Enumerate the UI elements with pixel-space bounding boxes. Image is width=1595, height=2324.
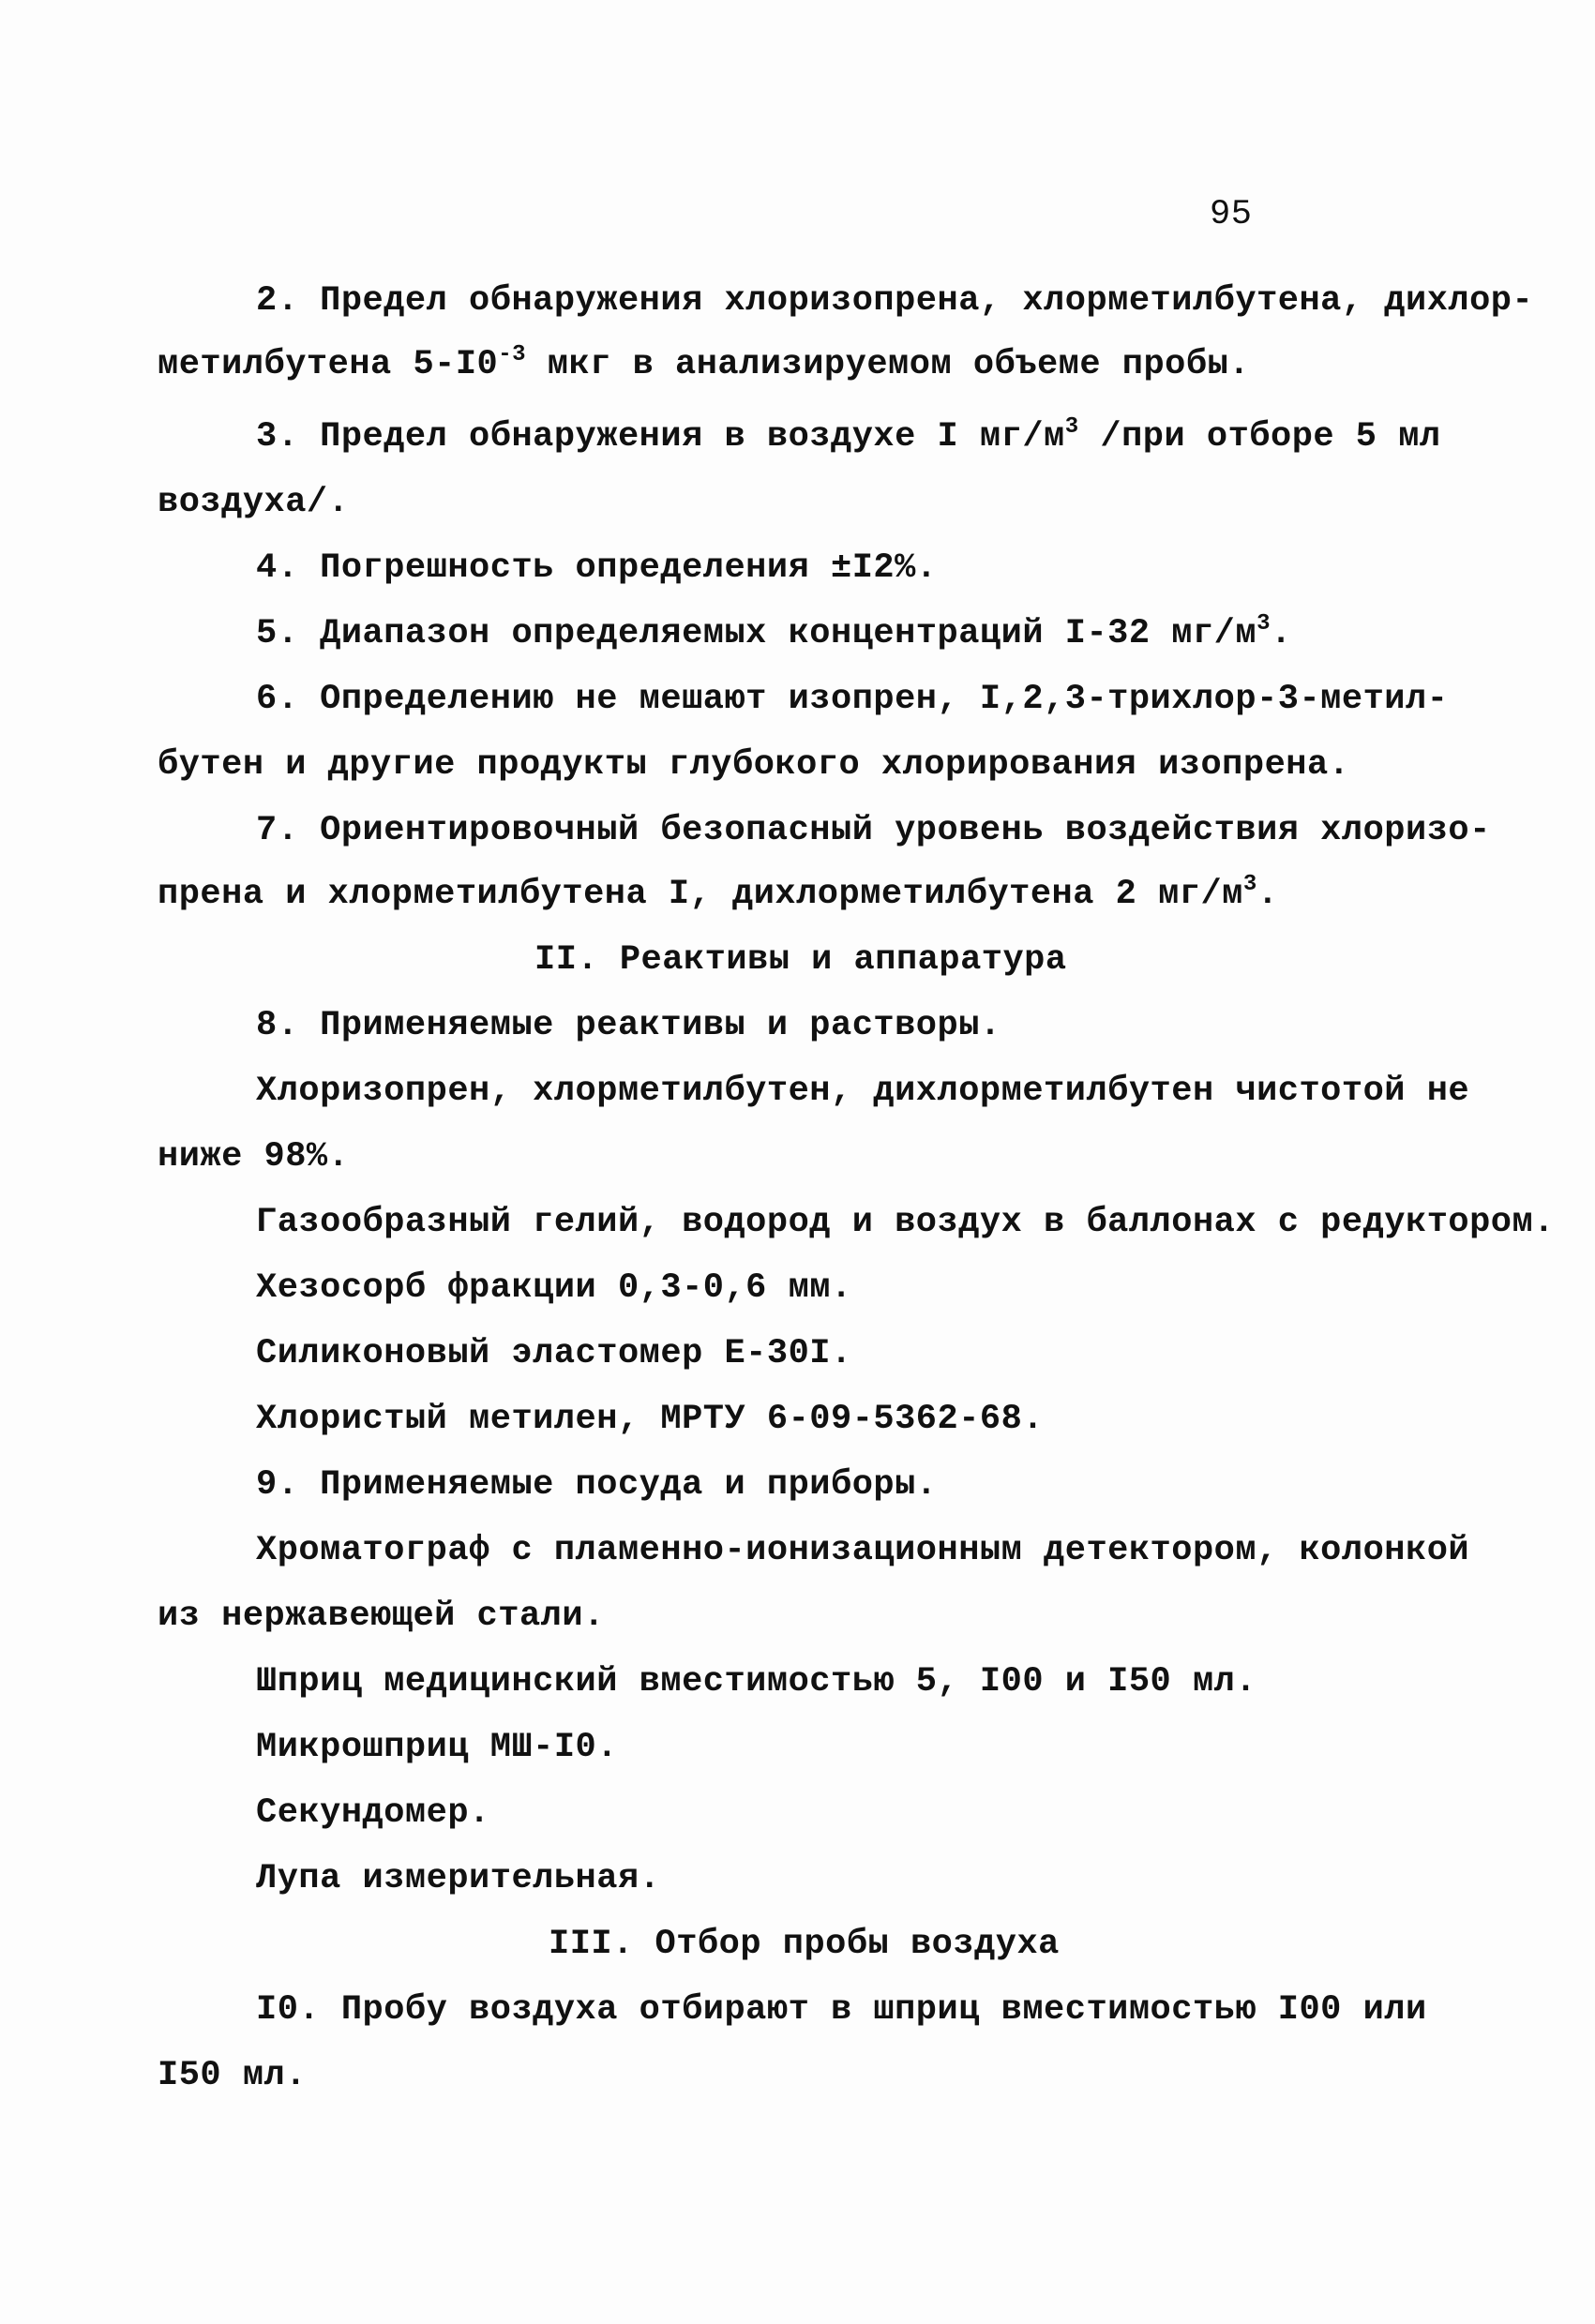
- text-line: Газообразный гелий, водород и воздух в баллонах с редуктором.: [256, 1203, 1555, 1242]
- text-line: Секундомер.: [256, 1793, 490, 1833]
- text-line: из нержавеющей стали.: [158, 1597, 605, 1636]
- section-heading: II. Реактивы и аппаратура: [534, 940, 1067, 980]
- text-line: Хезосорб фракции 0,3-0,6 мм.: [256, 1268, 852, 1308]
- page-number: 95: [1210, 195, 1253, 234]
- text-line: 9. Применяемые посуда и приборы.: [256, 1465, 938, 1505]
- text-line: 8. Применяемые реактивы и растворы.: [256, 1006, 1001, 1045]
- text-line: 3. Предел обнаружения в воздухе I $мг/м^3$ /при отборе 5 мл: [256, 414, 1441, 457]
- text-line: 2. Предел обнаружения хлоризопрена, хлорметилбутена, дихлор-: [256, 281, 1534, 321]
- text-line: 5. Диапазон определяемых концентраций I-32 $мг/м^3$.: [256, 611, 1292, 653]
- text-line: Хлористый метилен, МРТУ 6-09-5362-68.: [256, 1400, 1045, 1439]
- text-line: Силиконовый эластомер Е-30I.: [256, 1334, 852, 1373]
- text-line: прена и хлорметилбутена I, дихлорметилбутена 2 $мг/м^3$.: [158, 872, 1279, 914]
- text-line: Шприц медицинский вместимостью 5, I00 и I50 мл.: [256, 1662, 1257, 1702]
- section-heading: III. Отбор пробы воздуха: [549, 1925, 1060, 1964]
- text-line: ниже 98%.: [158, 1137, 350, 1177]
- text-line: воздуха/.: [158, 483, 350, 522]
- text-line: 4. Погрешность определения ±I2%.: [256, 548, 938, 588]
- text-line: метилбутена $5-I0^{-3}$ мкг в анализируемом объеме пробы.: [158, 342, 1251, 384]
- text-line: I50 мл.: [158, 2056, 307, 2095]
- text-line: 7. Ориентировочный безопасный уровень воздействия хлоризо-: [256, 811, 1491, 850]
- text-line: I0. Пробу воздуха отбирают в шприц вместимостью I00 или: [256, 1990, 1427, 2030]
- text-line: Хроматограф с пламенно-ионизационным детектором, колонкой: [256, 1531, 1470, 1570]
- text-line: бутен и другие продукты глубокого хлорирования изопрена.: [158, 745, 1350, 785]
- text-line: Хлоризопрен, хлорметилбутен, дихлорметилбутен чистотой не: [256, 1072, 1470, 1111]
- text-line: 6. Определению не мешают изопрен, I,2,3-трихлор-3-метил-: [256, 680, 1449, 719]
- text-line: Лупа измерительная.: [256, 1859, 661, 1898]
- text-line: Микрошприц МШ-I0.: [256, 1728, 618, 1767]
